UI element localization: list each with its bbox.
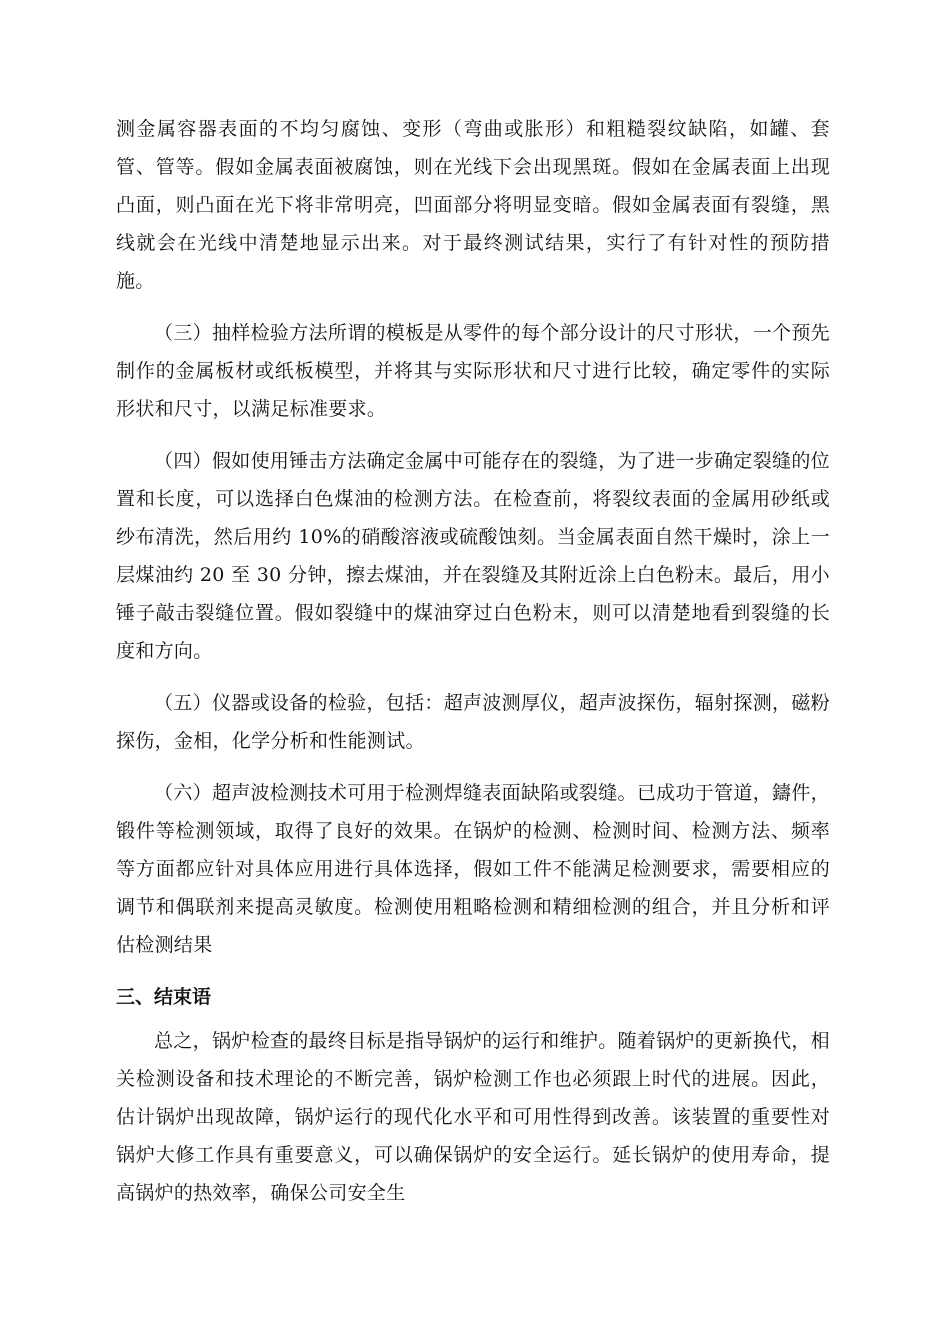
- section-heading-conclusion: 三、结束语: [116, 986, 212, 1008]
- paragraph-hammer-kerosene-test: （四）假如使用锤击方法确定金属中可能存在的裂缝，为了进一步确定裂缝的位置和长度，可以选择白色煤油的检测方法。在检查前，将裂纹表面的金属用砂纸或纱布清洗，然后用约 10%的硝酸溶液或硫酸蚀刻。当金属表面自然干燥时，涂上一层煤油约 20 至 30 分钟，擦去煤油，并在裂缝及其附近涂上白色粉末。最后，用小锤子敲击裂缝位置。假如裂缝中的煤油穿过白色粉末，则可以清楚地看到裂缝的长度和方向。: [116, 450, 830, 662]
- paragraph-instrument-inspection: （五）仪器或设备的检验，包括：超声波测厚仪，超声波探伤，辐射探测，磁粉探伤，金相，化学分析和性能测试。: [116, 692, 830, 752]
- paragraph-sampling-inspection: （三）抽样检验方法所谓的模板是从零件的每个部分设计的尺寸形状，一个预先制作的金属板材或纸板模型，并将其与实际形状和尺寸进行比较，确定零件的实际形状和尺寸，以满足标准要求。: [116, 322, 830, 420]
- paragraph-conclusion: 总之，锅炉检查的最终目标是指导锅炉的运行和维护。随着锅炉的更新换代，相关检测设备和技术理论的不断完善，锅炉检测工作也必须跟上时代的进展。因此，估计锅炉出现故障，锅炉运行的现代化水平和可用性得到改善。该装置的重要性对锅炉大修工作具有重要意义，可以确保锅炉的安全运行。延长锅炉的使用寿命，提高锅炉的热效率，确保公司安全生: [116, 1030, 830, 1204]
- paragraph-surface-inspection: 测金属容器表面的不均匀腐蚀、变形（弯曲或胀形）和粗糙裂纹缺陷，如罐、套管、管等。假如金属表面被腐蚀，则在光线下会出现黑斑。假如在金属表面上出现凸面，则凸面在光下将非常明亮，凹面部分将明显变暗。假如金属表面有裂缝，黑线就会在光线中清楚地显示出来。对于最终测试结果，实行了有针对性的预防措施。: [116, 118, 830, 292]
- document-page: [116, 110, 830, 1212]
- paragraph-ultrasonic-testing: （六）超声波检测技术可用于检测焊缝表面缺陷或裂缝。已成功于管道，鑄件，锻件等检测领域，取得了良好的效果。在锅炉的检测、检测时间、检测方法、频率等方面都应针对具体应用进行具体选择，假如工件不能满足检测要求，需要相应的调节和偶联剂来提高灵敏度。检测使用粗略检测和精细检测的组合，并且分析和评估检测结果: [116, 782, 830, 956]
